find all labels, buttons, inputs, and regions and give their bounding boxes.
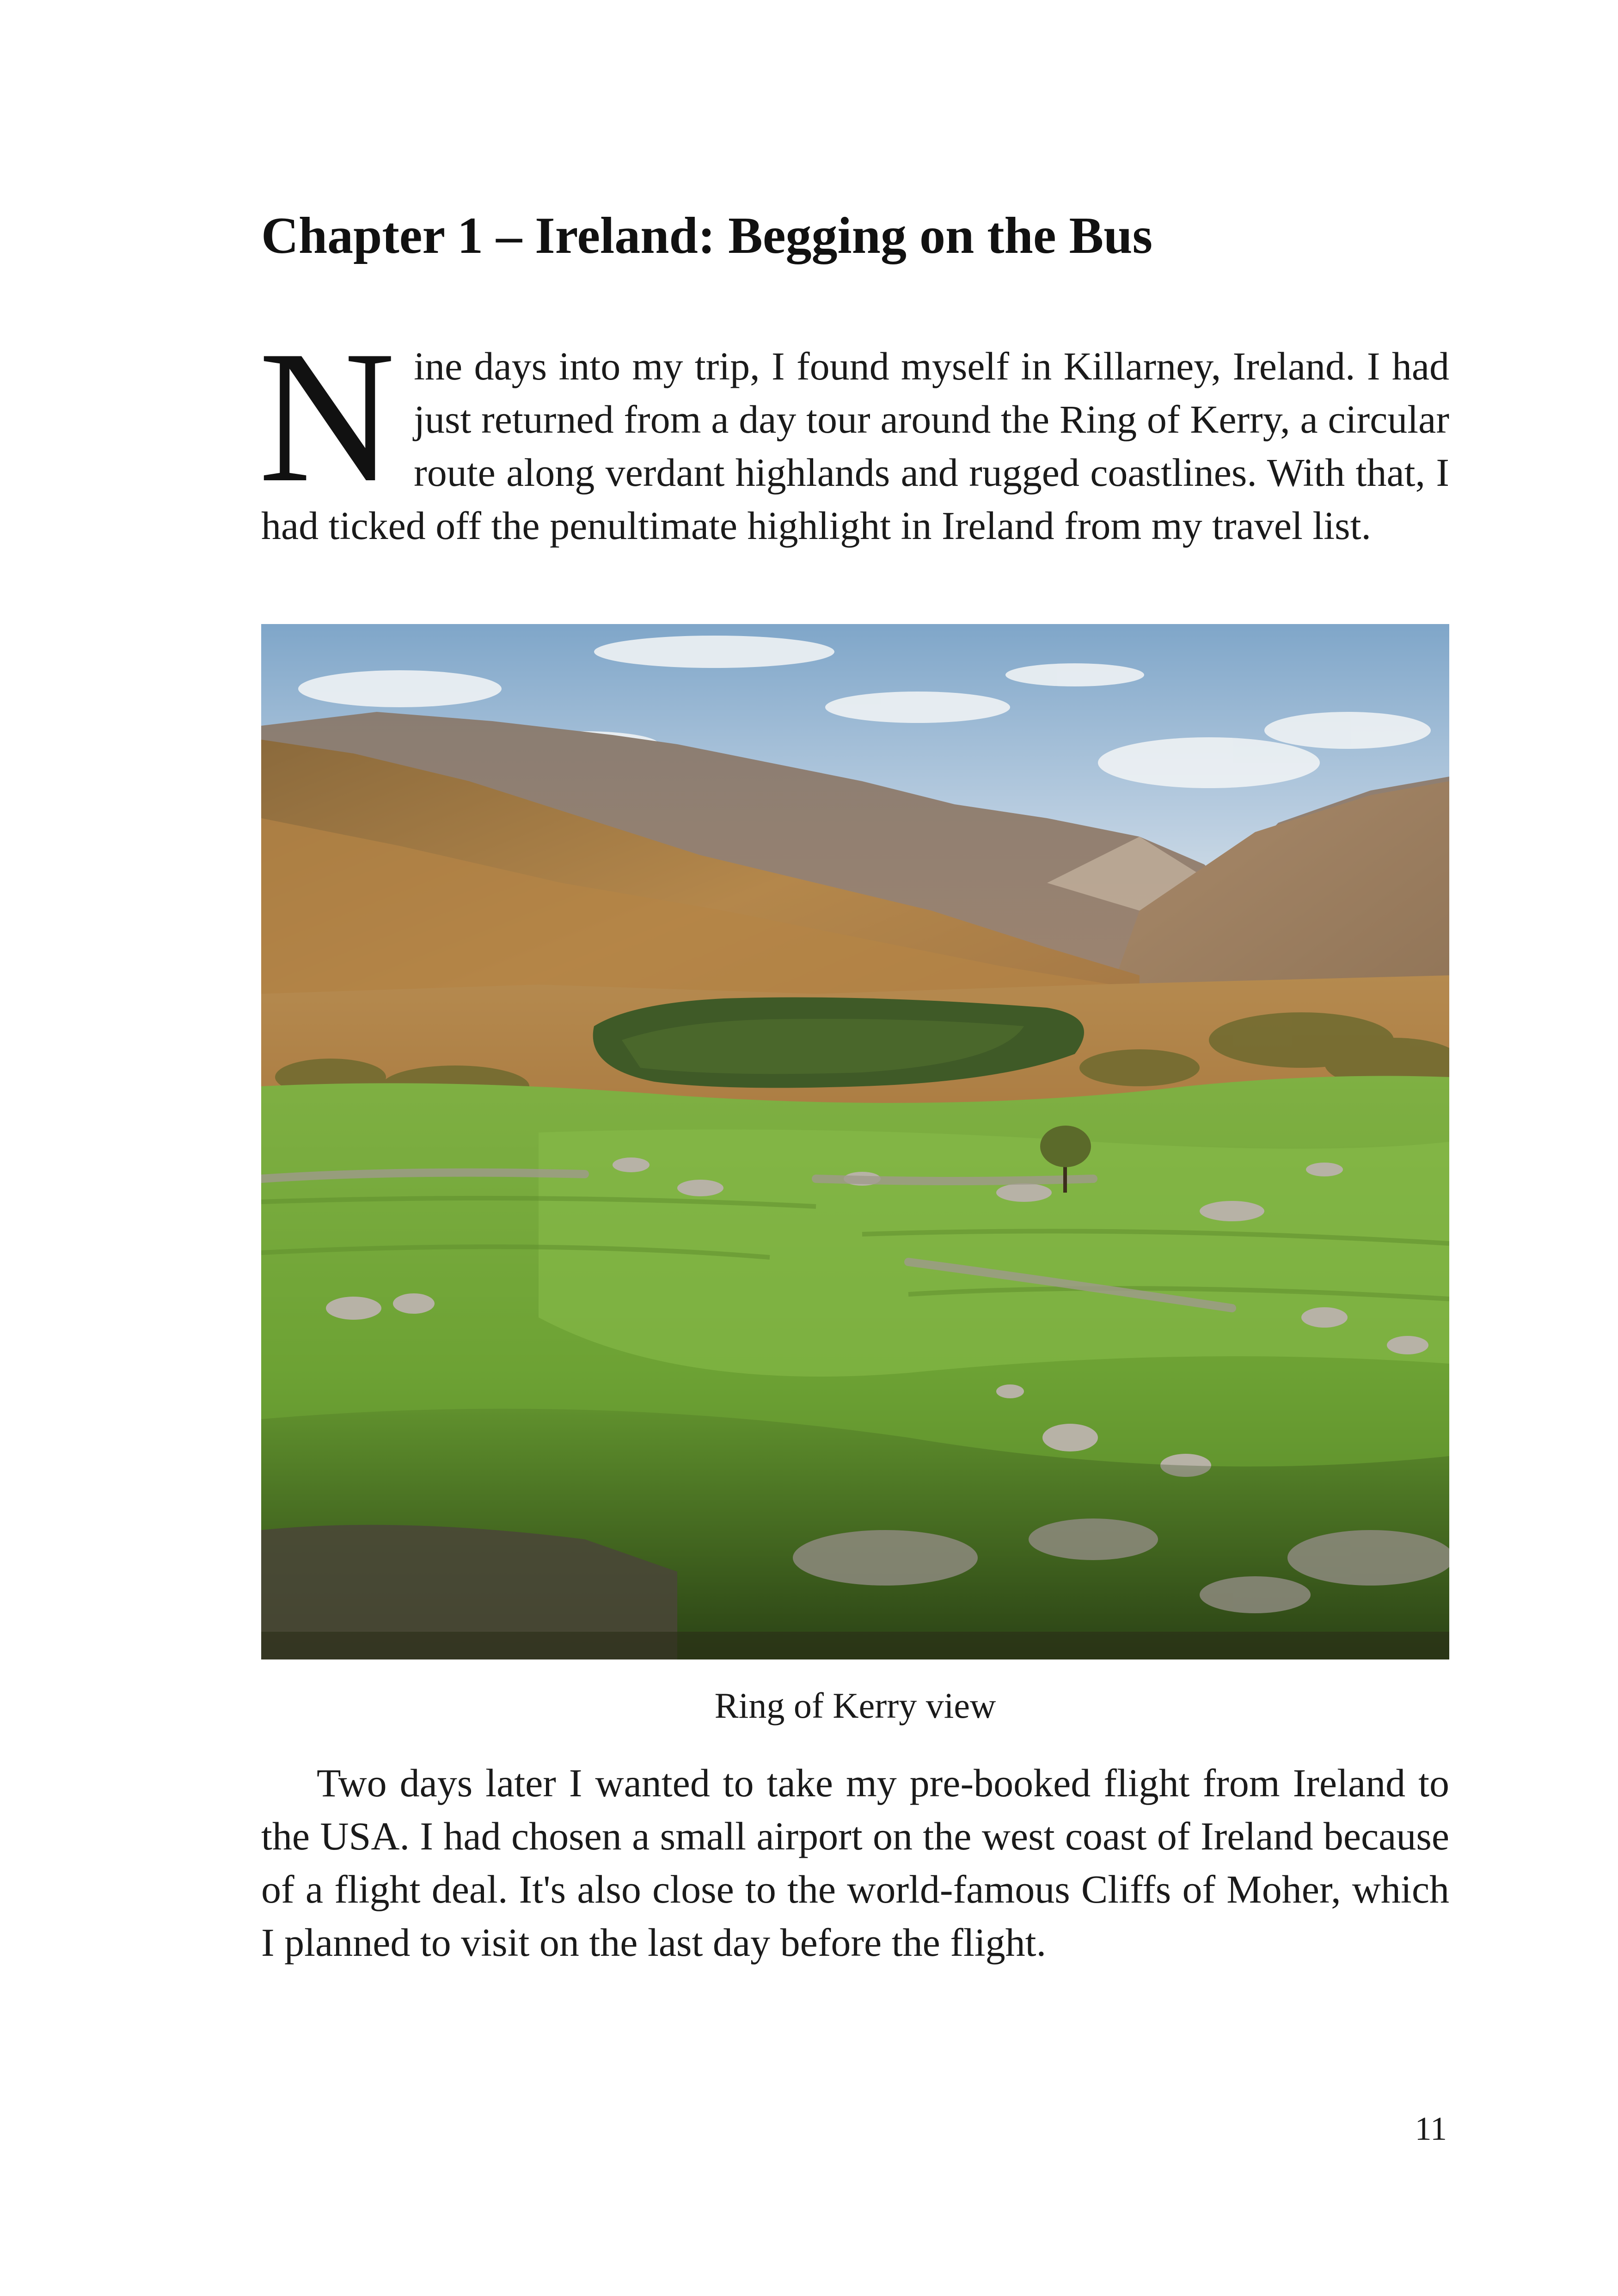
- drop-cap: N: [258, 312, 396, 521]
- page-number: 11: [1415, 2110, 1447, 2147]
- chapter-title: Chapter 1 – Ireland: Begging on the Bus: [261, 207, 1153, 264]
- ring-of-kerry-photo: [261, 624, 1449, 1659]
- photo-caption: Ring of Kerry view: [714, 1685, 996, 1726]
- intro-paragraph: [258, 312, 1449, 552]
- intro-text: ine days into my trip, I found myself in Killarney, Ireland. I had just returned from a day tour around the Ring of Kerry, a circular route along verdant highlands and rugged coastlines. With that, I had ticked off the penultimate highlight in Ireland from my travel list.: [261, 344, 1449, 548]
- body-paragraph: Two days later I wanted to take my pre-booked flight from Ireland to the USA. I had chosen a small airport on the west coast of Ireland because of a flight deal. It's also close to the world-famous Cliffs of Moher, which I planned to visit on the last day before the flight.: [261, 1761, 1449, 1965]
